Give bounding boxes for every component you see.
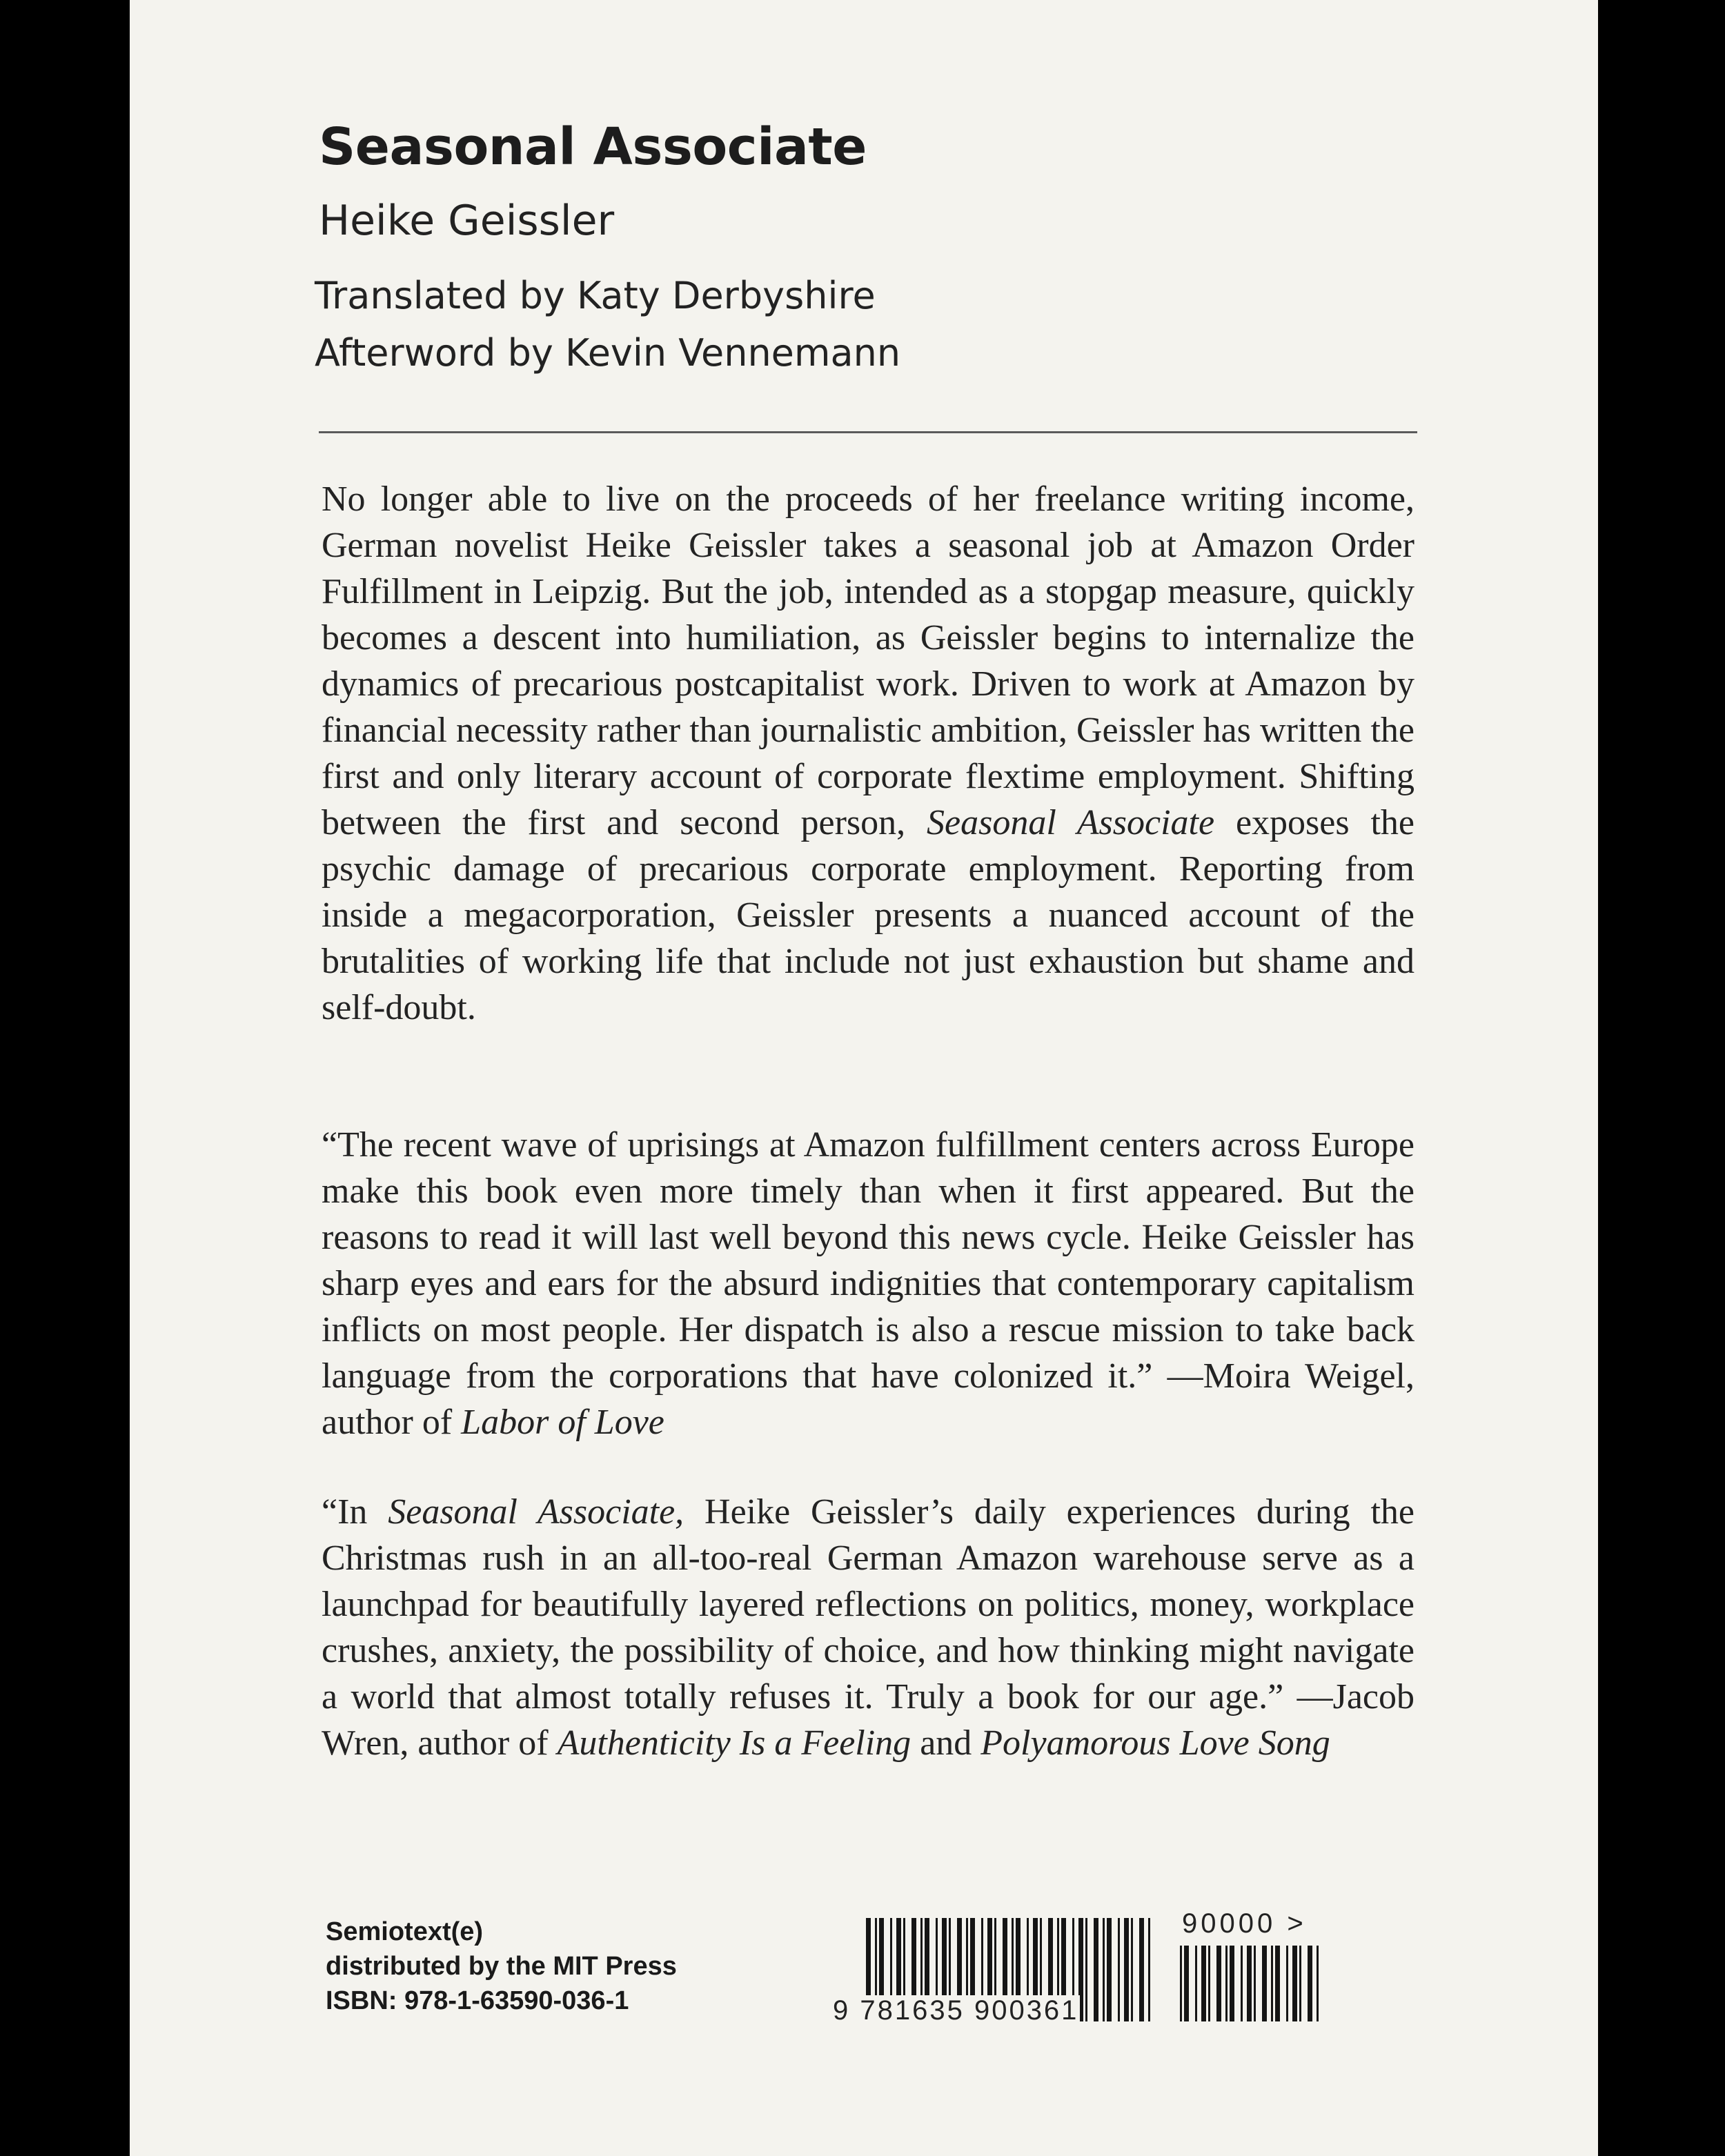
blurb-wren-open: “In bbox=[322, 1492, 368, 1532]
barcode-bar bbox=[1308, 1946, 1312, 2021]
isbn-label: ISBN: 978-1-63590-036-1 bbox=[326, 1986, 629, 2015]
description-paragraph bbox=[322, 476, 1414, 1031]
blurb-weigel-work: Labor of Love bbox=[461, 1403, 664, 1442]
barcode-bar bbox=[1286, 1946, 1288, 2021]
barcode-bar bbox=[1271, 1946, 1273, 2021]
barcode-bar bbox=[1230, 1946, 1234, 2021]
book-title: Seasonal Associate bbox=[319, 117, 867, 177]
blurb-wren-conjunction: and bbox=[920, 1723, 972, 1763]
blurb-weigel bbox=[322, 1122, 1414, 1445]
isbn-barcode bbox=[831, 1908, 1356, 2035]
barcode-bar bbox=[1225, 1946, 1228, 2021]
barcode-bar bbox=[1241, 1946, 1243, 2021]
blurb-wren-work-1: Authenticity Is a Feeling bbox=[557, 1723, 911, 1763]
barcode-bar bbox=[1262, 1946, 1267, 2021]
barcode-bar bbox=[1247, 1946, 1252, 2021]
barcode-bar bbox=[1216, 1946, 1221, 2021]
barcode-bar bbox=[1148, 1918, 1150, 2021]
barcode-bar bbox=[1118, 1918, 1120, 2021]
blurb-wren-title-reference: Seasonal Associate, bbox=[388, 1492, 684, 1532]
barcode-bar bbox=[1107, 1918, 1112, 2021]
author-name: Heike Geissler bbox=[319, 197, 615, 245]
barcode-bar bbox=[1094, 1918, 1098, 2021]
barcode-bar bbox=[1254, 1946, 1256, 2021]
blurb-wren bbox=[322, 1489, 1414, 1766]
divider-rule bbox=[319, 431, 1417, 433]
barcode-bar bbox=[1180, 1946, 1182, 2021]
barcode-bar bbox=[1085, 1918, 1087, 2021]
blurb-weigel-text: “The recent wave of uprisings at Amazon fulfillment centers across Europe make this book even more timely than when it first appeared. But the reasons to read it will last well beyond this news cycle. Heike Geissler has sharp eyes and ears for the absurd indignities that contemporary capitalism inflicts on most people. Her dispatch is also a rescue mission to take back language from the corporations that have colonized it.” —Moira Weigel, author of bbox=[322, 1125, 1414, 1442]
blurb-wren-text: Heike Geissler’s daily experiences during the Christmas rush in an all-too-real German Amazon warehouse serve as a launchpad for beautifully layered reflections on politics, money, workplace crushes, anxiety, the possibility of choice, and how thinking might navigate a world that almost totally refuses it. Truly a book for our age.” —Jacob Wren, author of bbox=[322, 1492, 1414, 1763]
barcode-bar bbox=[1131, 1918, 1133, 2021]
publisher-block bbox=[326, 1915, 677, 2018]
barcode-bar bbox=[1184, 1946, 1189, 2021]
description-title-reference: Seasonal Associate bbox=[927, 803, 1215, 842]
translator-credit: Translated by Katy Derbyshire bbox=[315, 274, 876, 317]
barcode-bar bbox=[1103, 1918, 1105, 2021]
barcode-bar bbox=[1292, 1946, 1297, 2021]
barcode-addon-digits: 90000 > bbox=[1182, 1908, 1307, 1939]
barcode-bar bbox=[1317, 1946, 1319, 2021]
barcode-bar bbox=[1275, 1946, 1280, 2021]
barcode-bar bbox=[1299, 1946, 1301, 2021]
book-back-cover bbox=[130, 0, 1598, 2156]
barcode-bar bbox=[1124, 1918, 1129, 2021]
description-text-end: exposes the psychic damage of precarious corporate employment. Reporting from inside a megacorporation, Geissler presents a nuanced account of the brutalities of working life that include not just exhaustion but shame and self-doubt. bbox=[322, 803, 1415, 1027]
blurb-wren-work-2: Polyamorous Love Song bbox=[980, 1723, 1330, 1763]
afterword-credit: Afterword by Kevin Vennemann bbox=[315, 331, 901, 375]
barcode-bar bbox=[1195, 1946, 1197, 2021]
barcode-bar bbox=[1201, 1946, 1206, 2021]
barcode-bar bbox=[1208, 1946, 1210, 2021]
barcode-bar bbox=[1139, 1918, 1144, 2021]
publisher-imprint: Semiotext(e) bbox=[326, 1917, 484, 1946]
publisher-distributor: distributed by the MIT Press bbox=[326, 1952, 677, 1981]
barcode-digits: 9 781635 900361 bbox=[833, 1995, 1079, 2026]
description-text-start: No longer able to live on the proceeds of her freelance writing income, German novelist Heike Geissler takes a seasonal job at Amazon Order Fulfillment in Leipzig. But the job, intended as a stopgap measure, quickly becomes a descent into humiliation, as Geissler begins to internalize the dynamics of precarious postcapitalist work. Driven to work at Amazon by financial necessity rather than journalistic ambition, Geissler has written the first and only literary account of corporate flextime employment. Shifting between the first and second person, bbox=[322, 479, 1414, 842]
